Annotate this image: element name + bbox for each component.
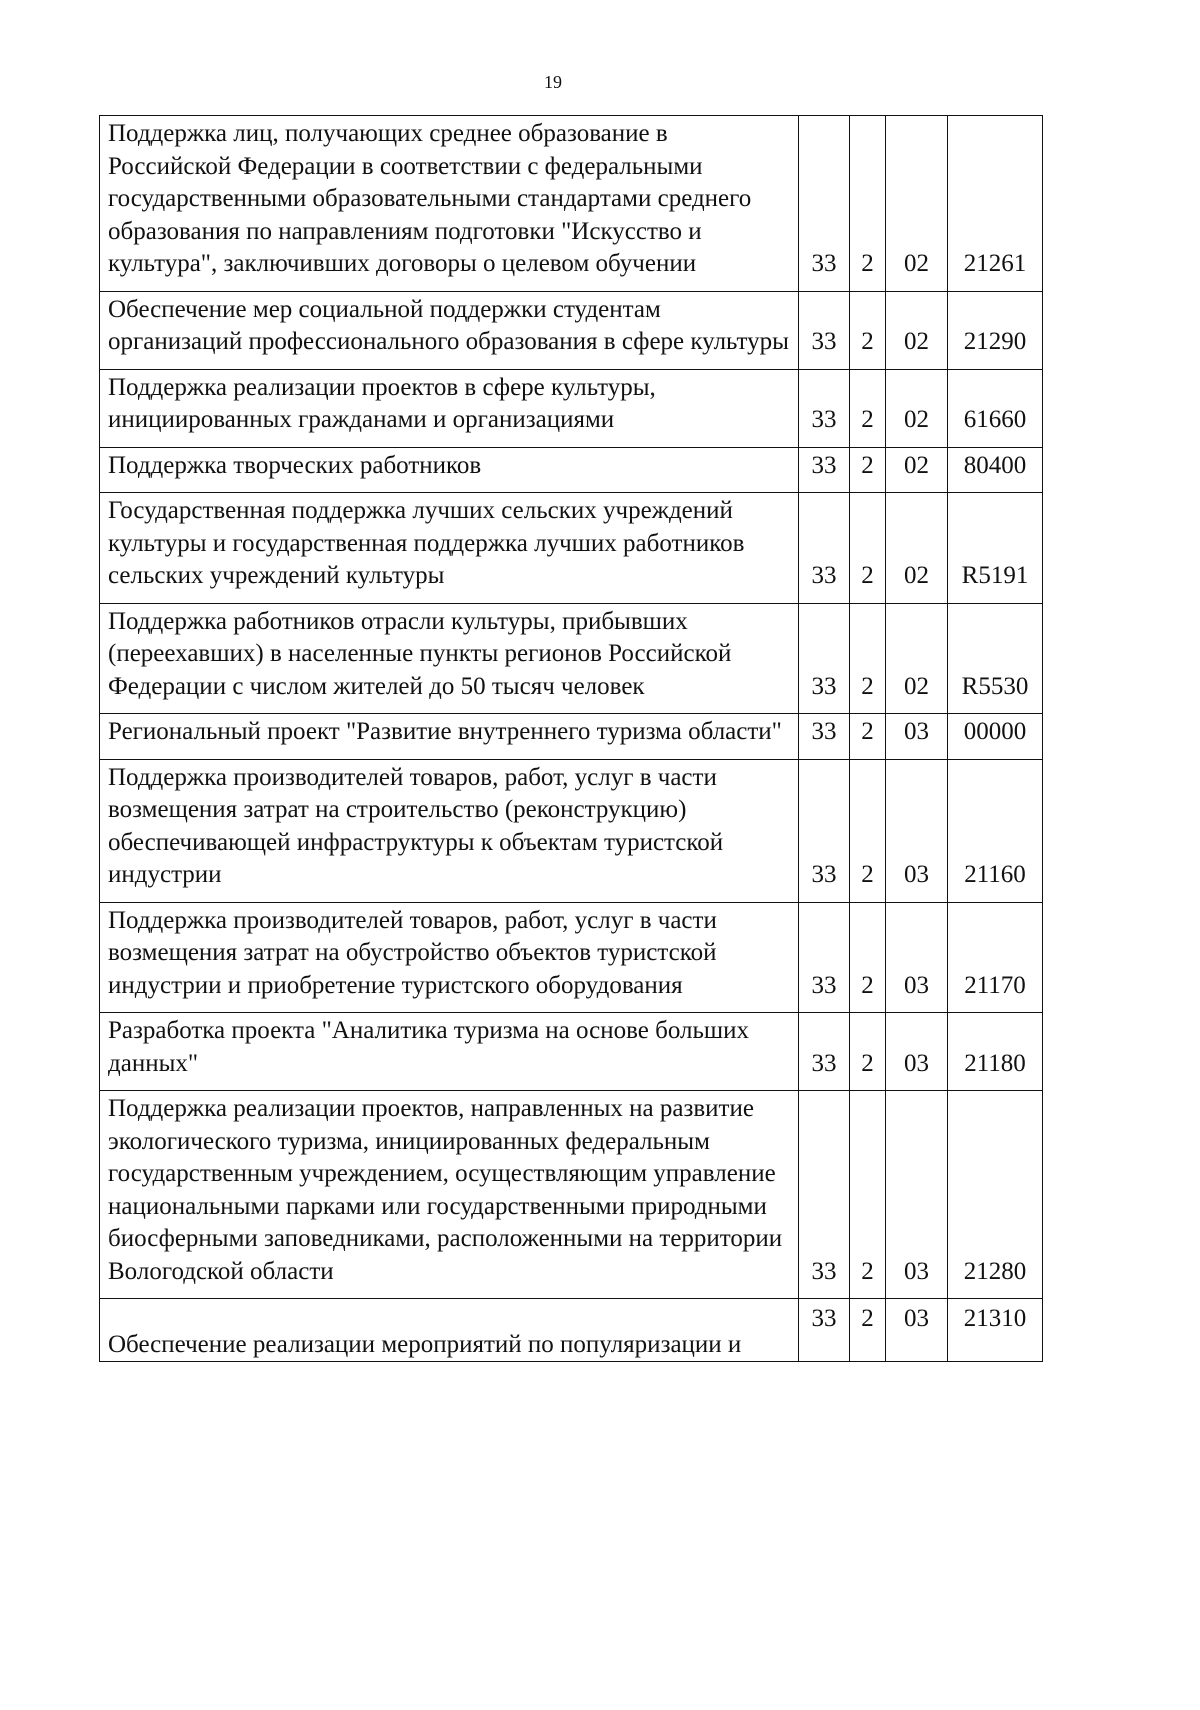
subprogram-code: 2 <box>850 603 886 714</box>
table-row <box>100 603 1043 714</box>
table-row <box>100 1091 1043 1299</box>
budget-classification-table <box>99 115 1043 1362</box>
direction-code: 21280 <box>948 1091 1043 1299</box>
subprogram-code: 2 <box>850 493 886 604</box>
direction-code: 21180 <box>948 1013 1043 1091</box>
direction-code: 61660 <box>948 369 1043 447</box>
event-code: 02 <box>886 369 948 447</box>
program-code: 33 <box>799 603 850 714</box>
table-row <box>100 759 1043 902</box>
subprogram-code: 2 <box>850 759 886 902</box>
direction-code: 21170 <box>948 902 1043 1013</box>
event-code: 03 <box>886 1299 948 1362</box>
row-name: Региональный проект "Развитие внутреннего туризма области" <box>100 714 799 760</box>
row-name: Поддержка производителей товаров, работ, услуг в части возмещения затрат на строительство (реконструкцию) обеспечивающей инфраструктуры к объектам туристской индустрии <box>100 759 799 902</box>
program-code: 33 <box>799 291 850 369</box>
row-name: Поддержка работников отрасли культуры, прибывших (переехавших) в населенные пункты регионов Российской Федерации с числом жителей до 50 тысяч человек <box>100 603 799 714</box>
program-code: 33 <box>799 493 850 604</box>
program-code: 33 <box>799 759 850 902</box>
table-row <box>100 447 1043 493</box>
table-row <box>100 1299 1043 1362</box>
program-code: 33 <box>799 1091 850 1299</box>
event-code: 02 <box>886 493 948 604</box>
subprogram-code: 2 <box>850 1013 886 1091</box>
subprogram-code: 2 <box>850 291 886 369</box>
page-number: 19 <box>544 72 562 92</box>
event-code: 03 <box>886 1091 948 1299</box>
direction-code: 80400 <box>948 447 1043 493</box>
table-row <box>100 493 1043 604</box>
direction-code: R5191 <box>948 493 1043 604</box>
subprogram-code: 2 <box>850 902 886 1013</box>
program-code: 33 <box>799 1013 850 1091</box>
table-row <box>100 369 1043 447</box>
event-code: 03 <box>886 1013 948 1091</box>
row-name: Поддержка реализации проектов в сфере культуры, инициированных гражданами и организациями <box>100 369 799 447</box>
row-name: Обеспечение мер социальной поддержки студентам организаций профессионального образования в сфере культуры <box>100 291 799 369</box>
direction-code: 21290 <box>948 291 1043 369</box>
subprogram-code: 2 <box>850 369 886 447</box>
row-name: Обеспечение реализации мероприятий по популяризации и <box>100 1299 799 1362</box>
program-code: 33 <box>799 447 850 493</box>
subprogram-code: 2 <box>850 447 886 493</box>
row-name: Поддержка реализации проектов, направленных на развитие экологического туризма, инициированных федеральным государственным учреждением, осуществляющим управление национальными парками или государственными природными биосферными заповедниками, расположенными на территории Вологодской области <box>100 1091 799 1299</box>
table-row <box>100 902 1043 1013</box>
row-name: Разработка проекта "Аналитика туризма на основе больших данных" <box>100 1013 799 1091</box>
row-name: Поддержка производителей товаров, работ, услуг в части возмещения затрат на обустройство объектов туристской индустрии и приобретение туристского оборудования <box>100 902 799 1013</box>
program-code: 33 <box>799 369 850 447</box>
event-code: 02 <box>886 447 948 493</box>
event-code: 03 <box>886 714 948 760</box>
event-code: 02 <box>886 603 948 714</box>
event-code: 02 <box>886 291 948 369</box>
event-code: 02 <box>886 116 948 292</box>
table-row <box>100 291 1043 369</box>
direction-code: 21310 <box>948 1299 1043 1362</box>
subprogram-code: 2 <box>850 1091 886 1299</box>
row-name: Поддержка творческих работников <box>100 447 799 493</box>
subprogram-code: 2 <box>850 116 886 292</box>
direction-code: 00000 <box>948 714 1043 760</box>
direction-code: 21261 <box>948 116 1043 292</box>
event-code: 03 <box>886 902 948 1013</box>
row-name: Государственная поддержка лучших сельских учреждений культуры и государственная поддержка лучших работников сельских учреждений культуры <box>100 493 799 604</box>
event-code: 03 <box>886 759 948 902</box>
table-row <box>100 1013 1043 1091</box>
direction-code: R5530 <box>948 603 1043 714</box>
program-code: 33 <box>799 902 850 1013</box>
subprogram-code: 2 <box>850 1299 886 1362</box>
subprogram-code: 2 <box>850 714 886 760</box>
table-row <box>100 116 1043 292</box>
program-code: 33 <box>799 714 850 760</box>
program-code: 33 <box>799 1299 850 1362</box>
program-code: 33 <box>799 116 850 292</box>
row-name: Поддержка лиц, получающих среднее образование в Российской Федерации в соответствии с федеральными государственными образовательными стандартами среднего образования по направлениям подготовки "Искусство и культура", заключивших договоры о целевом обучении <box>100 116 799 292</box>
direction-code: 21160 <box>948 759 1043 902</box>
table-row <box>100 714 1043 760</box>
